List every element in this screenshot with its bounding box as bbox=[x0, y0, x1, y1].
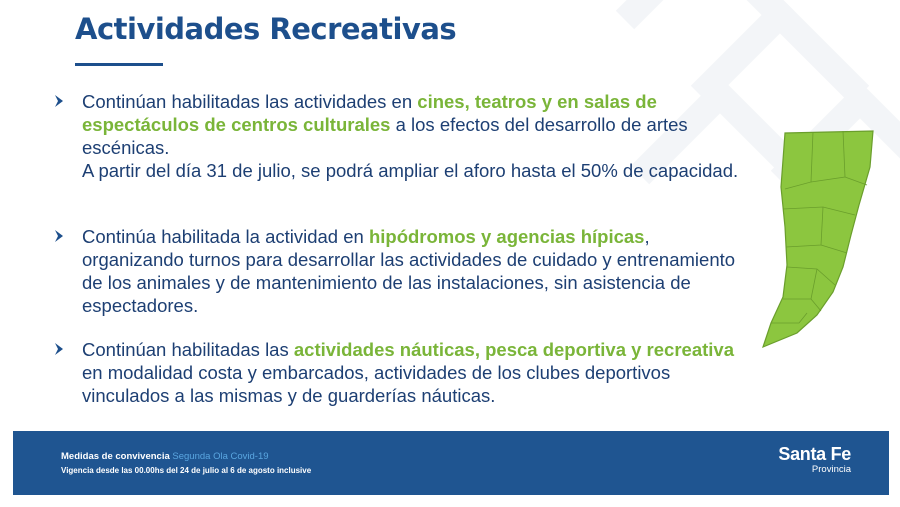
title-underline bbox=[75, 63, 163, 66]
bullet-intro: Continúan habilitadas las actividades en bbox=[82, 91, 418, 112]
chevron-right-icon bbox=[52, 94, 66, 108]
bullet-highlight: hipódromos y agencias hípicas bbox=[368, 226, 645, 247]
footer-validity: Vigencia desde las 00.00hs del 24 de julio al 6 de agosto inclusive bbox=[61, 466, 312, 475]
bullet-text bbox=[82, 225, 752, 317]
brand-subtitle: Provincia bbox=[811, 464, 851, 475]
bullet-extra: A partir del día 31 de julio, se podrá ampliar el aforo hasta el 50% de capacidad. bbox=[82, 160, 739, 181]
bullet-text bbox=[82, 90, 752, 182]
bullet-cines-teatros bbox=[52, 90, 752, 182]
bullet-rest: a los efectos del desarrollo de artes escénicas. bbox=[82, 114, 688, 158]
bullet-text bbox=[82, 338, 752, 407]
bullet-nauticas bbox=[52, 338, 752, 407]
chevron-right-icon bbox=[52, 229, 66, 243]
bullet-intro: Continúan habilitadas las bbox=[82, 339, 294, 360]
footer-label bbox=[61, 451, 269, 462]
santa-fe-logo bbox=[778, 444, 851, 475]
chevron-right-icon bbox=[52, 342, 66, 356]
bullet-highlight: cines, teatros y en salas de espectáculos de centros culturales bbox=[82, 91, 657, 135]
bullet-intro: Continúa habilitada la actividad en bbox=[82, 226, 369, 247]
bullet-highlight: actividades náuticas, pesca deportiva y recreativa bbox=[293, 339, 734, 360]
bullet-rest: en modalidad costa y embarcados, actividades de los clubes deportivos vinculados a las mismas y de guarderías náuticas. bbox=[82, 362, 671, 406]
brand-name: Santa Fe bbox=[778, 444, 851, 464]
bullet-rest: , organizando turnos para desarrollar las actividades de cuidado y entrenamiento de los animales y de mantenimiento de las instalaciones, sin asistencia de espectadores. bbox=[82, 226, 736, 316]
bullet-hipodromos bbox=[52, 225, 752, 317]
footer-label-accent: Segunda Ola Covid-19 bbox=[172, 451, 269, 462]
page-title: Actividades Recreativas bbox=[75, 12, 457, 46]
footer-banner bbox=[13, 431, 889, 495]
santa-fe-province-map bbox=[755, 127, 875, 349]
footer-label-main: Medidas de convivencia bbox=[61, 451, 170, 462]
